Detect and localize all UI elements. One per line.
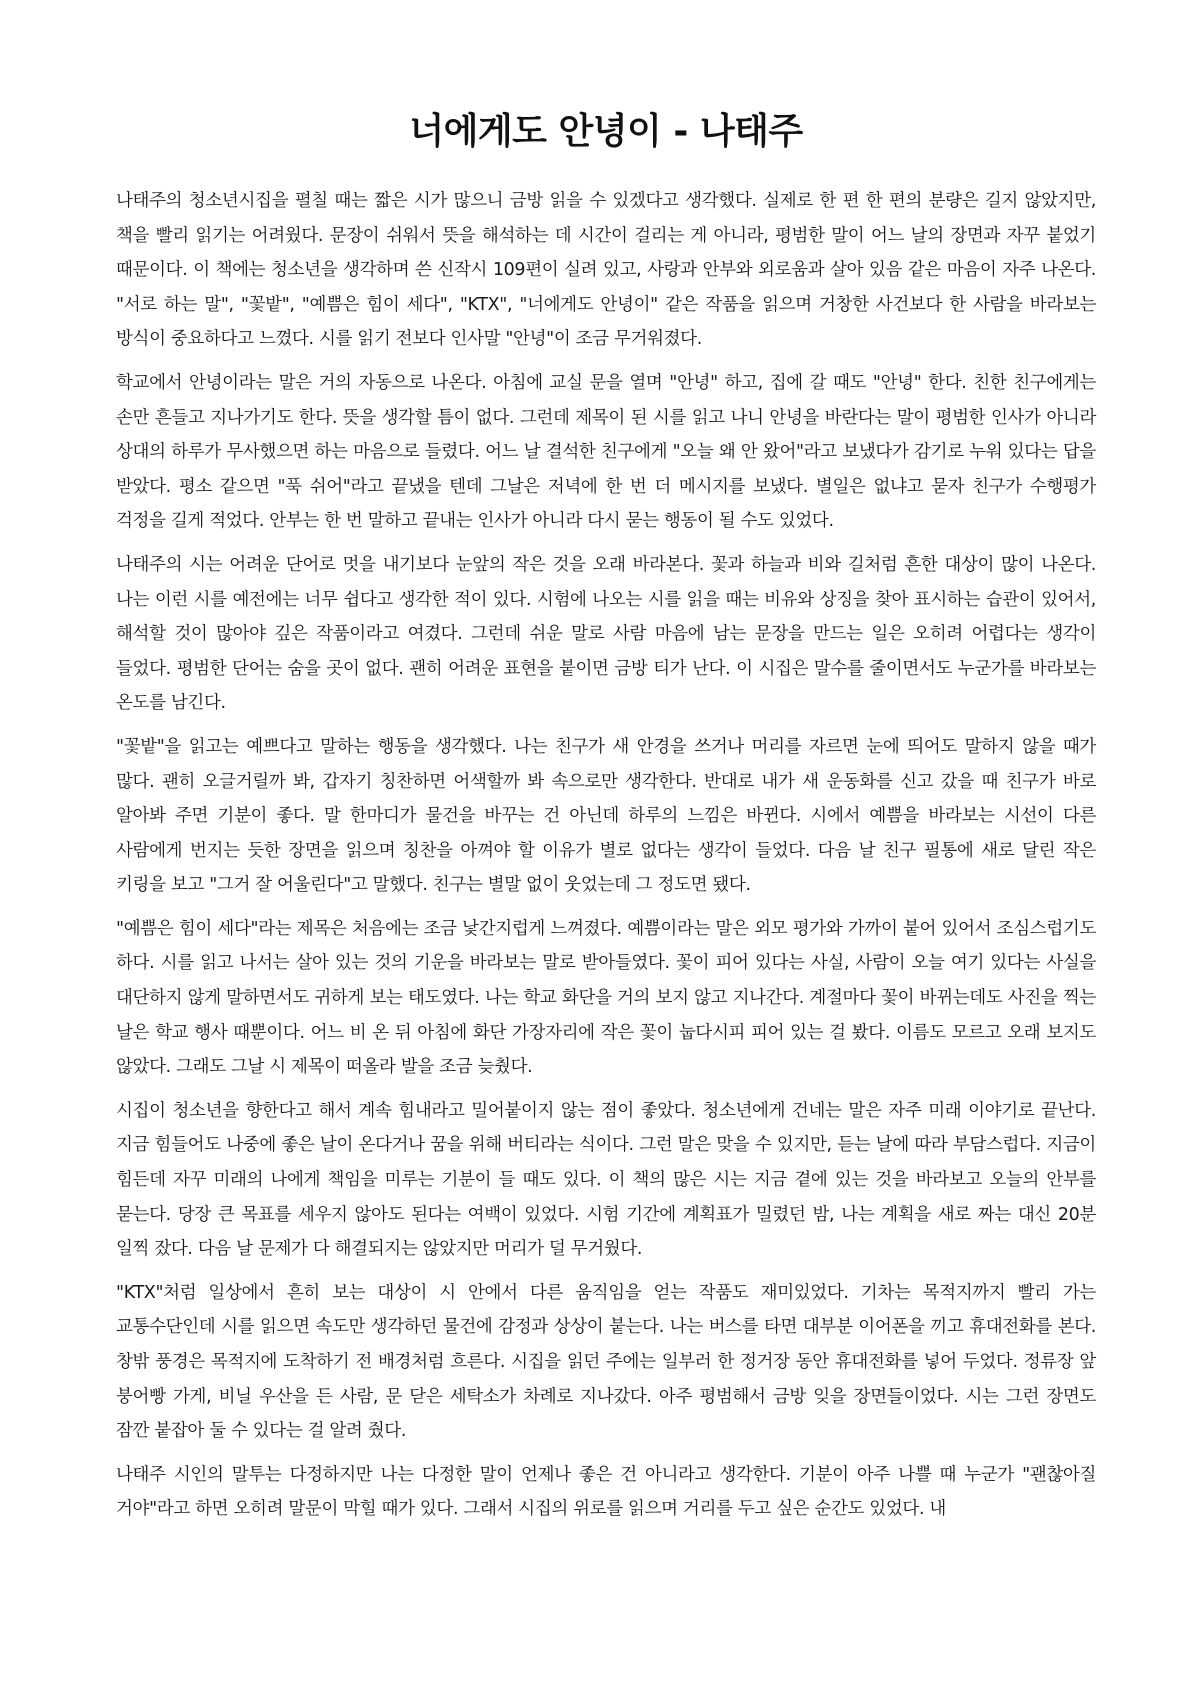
paragraph: "예쁨은 힘이 세다"라는 제목은 처음에는 조금 낯간지럽게 느껴졌다. 예쁨이라는 말은 외모 평가와 가까이 붙어 있어서 조심스럽기도 하다. 시를 읽고 나서는 살아 있는 것의 기운을 바라보는 말로 받아들였다. 꽃이 피어 있다는 사실, 사람이 오늘 여기 있다는 사실을 대단하지 않게 말하면서도 귀하게 보는 태도였다. 나는 학교 화단을 거의 보지 않고 지나간다. 계절마다 꽃이 바뀌는데도 사진을 찍는 날은 학교 행사 때뿐이다. 어느 비 온 뒤 아침에 화단 가장자리에 작은 꽃이 눕다시피 피어 있는 걸 봤다. 이름도 모르고 오래 보지도 않았다. 그래도 그날 시 제목이 떠올라 발을 조금 늦췄다. — [116, 918, 1096, 1078]
paragraph: 나태주의 시는 어려운 단어로 멋을 내기보다 눈앞의 작은 것을 오래 바라본다. 꽃과 하늘과 비와 길처럼 흔한 대상이 많이 나온다. 나는 이런 시를 예전에는 너무 쉽다고 생각한 적이 있다. 시험에 나오는 시를 읽을 때는 비유와 상징을 찾아 표시하는 습관이 있어서, 해석할 것이 많아야 깊은 작품이라고 여겼다. 그런데 쉬운 말로 사람 마음에 남는 문장을 만드는 일은 오히려 어렵다는 생각이 들었다. 평범한 단어는 숨을 곳이 없다. 괜히 어려운 표현을 붙이면 금방 티가 난다. 이 시집은 말수를 줄이면서도 누군가를 바라보는 온도를 남긴다. — [116, 554, 1096, 714]
paragraph: "꽃밭"을 읽고는 예쁘다고 말하는 행동을 생각했다. 나는 친구가 새 안경을 쓰거나 머리를 자르면 눈에 띄어도 말하지 않을 때가 많다. 괜히 오글거릴까 봐, 갑자기 칭찬하면 어색할까 봐 속으로만 생각한다. 반대로 내가 새 운동화를 신고 갔을 때 친구가 바로 알아봐 주면 기분이 좋다. 말 한마디가 물건을 바꾸는 건 아닌데 하루의 느낌은 바뀐다. 시에서 예쁨을 바라보는 시선이 다른 사람에게 번지는 듯한 장면을 읽으며 칭찬을 아껴야 할 이유가 별로 없다는 생각이 들었다. 다음 날 친구 필통에 새로 달린 작은 키링을 보고 "그거 잘 어울린다"고 말했다. 친구는 별말 없이 웃었는데 그 정도면 됐다. — [116, 736, 1096, 896]
paragraph: 시집이 청소년을 향한다고 해서 계속 힘내라고 밀어붙이지 않는 점이 좋았다. 청소년에게 건네는 말은 자주 미래 이야기로 끝난다. 지금 힘들어도 나중에 좋은 날이 온다거나 꿈을 위해 버티라는 식이다. 그런 말은 맞을 수 있지만, 듣는 날에 따라 부담스럽다. 지금이 힘든데 자꾸 미래의 나에게 책임을 미루는 기분이 들 때도 있다. 이 책의 많은 시는 지금 곁에 있는 것을 바라보고 오늘의 안부를 묻는다. 당장 큰 목표를 세우지 않아도 된다는 여백이 있었다. 시험 기간에 계획표가 밀렸던 밤, 나는 계획을 새로 짜는 대신 20분 일찍 잤다. 다음 날 문제가 다 해결되지는 않았지만 머리가 덜 무거웠다. — [116, 1100, 1096, 1260]
paragraph: 학교에서 안녕이라는 말은 거의 자동으로 나온다. 아침에 교실 문을 열며 "안녕" 하고, 집에 갈 때도 "안녕" 한다. 친한 친구에게는 손만 흔들고 지나가기도 한다. 뜻을 생각할 틈이 없다. 그런데 제목이 된 시를 읽고 나니 안녕을 바란다는 말이 평범한 인사가 아니라 상대의 하루가 무사했으면 하는 마음으로 들렸다. 어느 날 결석한 친구에게 "오늘 왜 안 왔어"라고 보냈다가 감기로 누워 있다는 답을 받았다. 평소 같으면 "푹 쉬어"라고 끝냈을 텐데 그날은 저녁에 한 번 더 메시지를 보냈다. 별일은 없냐고 묻자 친구가 수행평가 걱정을 길게 적었다. 안부는 한 번 말하고 끝내는 인사가 아니라 다시 묻는 행동이 될 수도 있었다. — [116, 372, 1096, 532]
document-body — [116, 184, 1096, 1527]
document-title: 너에게도 안녕이 - 나태주 — [409, 111, 803, 152]
paragraph: "KTX"처럼 일상에서 흔히 보는 대상이 시 안에서 다른 움직임을 얻는 작품도 재미있었다. 기차는 목적지까지 빨리 가는 교통수단인데 시를 읽으면 속도만 생각하던 물건에 감정과 상상이 붙는다. 나는 버스를 타면 대부분 이어폰을 끼고 휴대전화를 본다. 창밖 풍경은 목적지에 도착하기 전 배경처럼 흐른다. 시집을 읽던 주에는 일부러 한 정거장 동안 휴대전화를 넣어 두었다. 정류장 앞 붕어빵 가게, 비닐 우산을 든 사람, 문 닫은 세탁소가 차례로 지나갔다. 아주 평범해서 금방 잊을 장면들이었다. 시는 그런 장면도 잠깐 붙잡아 둘 수 있다는 걸 알려 줬다. — [116, 1282, 1096, 1442]
paragraph: 나태주의 청소년시집을 펼칠 때는 짧은 시가 많으니 금방 읽을 수 있겠다고 생각했다. 실제로 한 편 한 편의 분량은 길지 않았지만, 책을 빨리 읽기는 어려웠다. 문장이 쉬워서 뜻을 해석하는 데 시간이 걸리는 게 아니라, 평범한 말이 어느 날의 장면과 자꾸 붙었기 때문이다. 이 책에는 청소년을 생각하며 쓴 신작시 109편이 실려 있고, 사랑과 안부와 외로움과 살아 있음 같은 마음이 자주 나온다. "서로 하는 말", "꽃밭", "예쁨은 힘이 세다", "KTX", "너에게도 안녕이" 같은 작품을 읽으며 거창한 사건보다 한 사람을 바라보는 방식이 중요하다고 느꼈다. 시를 읽기 전보다 인사말 "안녕"이 조금 무거워졌다. — [116, 191, 1096, 350]
paragraph: 나태주 시인의 말투는 다정하지만 나는 다정한 말이 언제나 좋은 건 아니라고 생각한다. 기분이 아주 나쁠 때 누군가 "괜찮아질 거야"라고 하면 오히려 말문이 막힐 때가 있다. 그래서 시집의 위로를 읽으며 거리를 두고 싶은 순간도 있었다. 내 — [116, 1464, 1096, 1520]
